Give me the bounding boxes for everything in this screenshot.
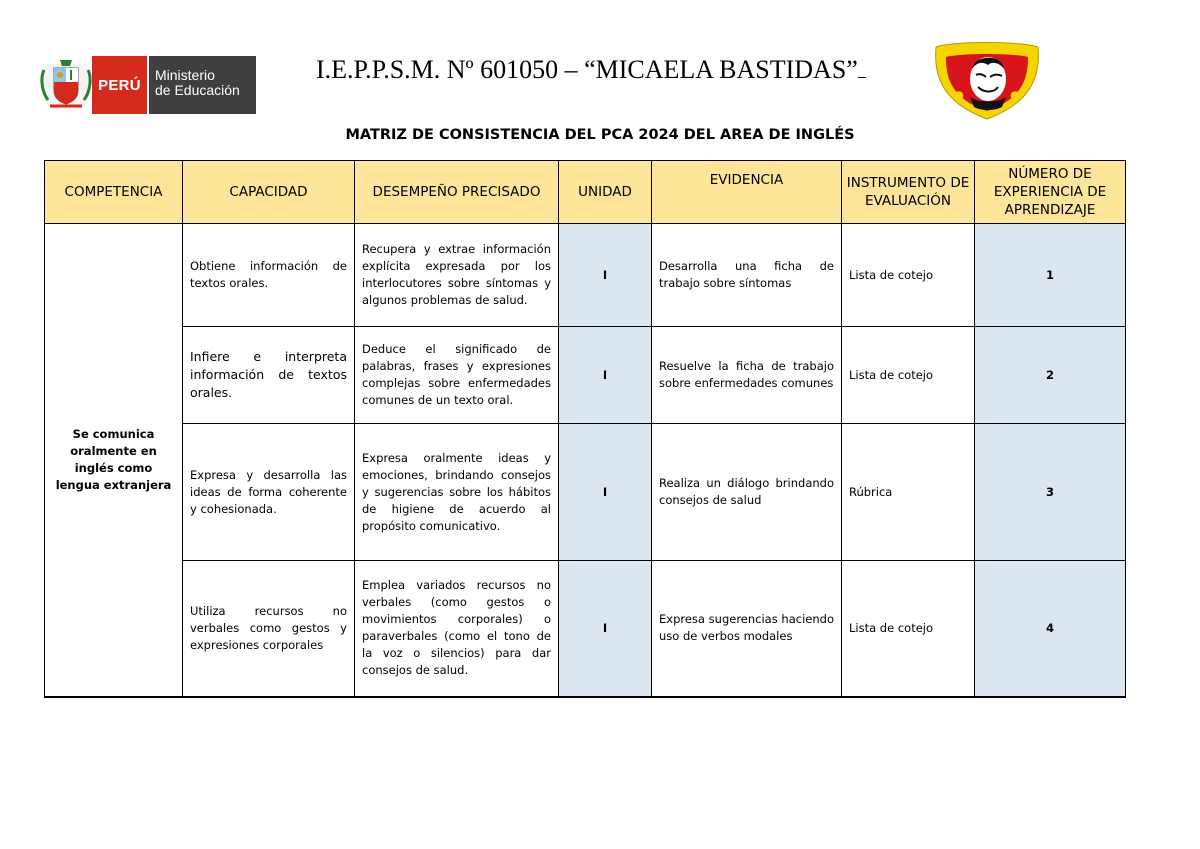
school-title-text: I.E.P.P.S.M. Nº 601050 – “MICAELA BASTIDAS” bbox=[316, 55, 858, 84]
cell-numero: 4 bbox=[975, 561, 1126, 697]
peru-logo-label: PERÚ bbox=[92, 56, 147, 114]
cell-capacidad: Infiere e interpreta información de textos orales. bbox=[183, 327, 355, 424]
minedu-logo bbox=[40, 56, 256, 114]
cell-desempeno: Emplea variados recursos no verbales (como gestos o movimientos corporales) o paraverbales (como el tono de la voz o silencios) para dar consejos de salud. bbox=[355, 561, 559, 697]
header-evidencia: EVIDENCIA bbox=[652, 161, 842, 224]
cell-instrumento: Lista de cotejo bbox=[842, 327, 975, 424]
cell-unidad: I bbox=[559, 224, 652, 327]
cell-numero: 3 bbox=[975, 424, 1126, 561]
cell-instrumento: Rúbrica bbox=[842, 424, 975, 561]
cell-unidad: I bbox=[559, 327, 652, 424]
cell-unidad: I bbox=[559, 424, 652, 561]
peru-coat-of-arms-icon bbox=[40, 56, 92, 114]
cell-evidencia: Resuelve la ficha de trabajo sobre enfermedades comunes bbox=[652, 327, 842, 424]
cell-unidad: I bbox=[559, 561, 652, 697]
cell-capacidad: Utiliza recursos no verbales como gestos y expresiones corporales bbox=[183, 561, 355, 697]
cell-numero: 2 bbox=[975, 327, 1126, 424]
consistency-matrix-table bbox=[44, 160, 1126, 698]
cell-desempeno: Deduce el significado de palabras, frases y expresiones complejas sobre enfermedades comunes de un texto oral. bbox=[355, 327, 559, 424]
cell-competencia: Se comunica oralmente en inglés como lengua extranjera bbox=[45, 224, 183, 697]
ministerio-logo-label bbox=[147, 56, 256, 114]
table-header-row bbox=[45, 161, 1126, 224]
cell-capacidad: Obtiene información de textos orales. bbox=[183, 224, 355, 327]
cell-desempeno: Expresa oralmente ideas y emociones, brindando consejos y sugerencias sobre los hábitos de higiene de acuerdo al propósito comunicativo. bbox=[355, 424, 559, 561]
header-numero: NÚMERO DE EXPERIENCIA DE APRENDIZAJE bbox=[975, 161, 1126, 224]
header-desempeno: DESEMPEÑO PRECISADO bbox=[355, 161, 559, 224]
table-row bbox=[45, 224, 1126, 327]
cell-evidencia: Realiza un diálogo brindando consejos de salud bbox=[652, 424, 842, 561]
school-crest-icon bbox=[932, 41, 1042, 121]
school-title bbox=[316, 55, 936, 85]
cell-evidencia: Desarrolla una ficha de trabajo sobre síntomas bbox=[652, 224, 842, 327]
ministerio-line2: de Educación bbox=[155, 82, 240, 98]
table-row bbox=[45, 327, 1126, 424]
cell-desempeno: Recupera y extrae información explícita expresada por los interlocutores sobre síntomas y algunos problemas de salud. bbox=[355, 224, 559, 327]
cell-numero: 1 bbox=[975, 224, 1126, 327]
title-underline bbox=[858, 73, 866, 78]
cell-instrumento: Lista de cotejo bbox=[842, 224, 975, 327]
cell-evidencia: Expresa sugerencias haciendo uso de verbos modales bbox=[652, 561, 842, 697]
table-row bbox=[45, 561, 1126, 697]
header-competencia: COMPETENCIA bbox=[45, 161, 183, 224]
header-instrumento: INSTRUMENTO DE EVALUACIÓN bbox=[842, 161, 975, 224]
cell-instrumento: Lista de cotejo bbox=[842, 561, 975, 697]
cell-capacidad: Expresa y desarrolla las ideas de forma coherente y cohesionada. bbox=[183, 424, 355, 561]
document-title: MATRIZ DE CONSISTENCIA DEL PCA 2024 DEL AREA DE INGLÉS bbox=[345, 127, 855, 143]
header-unidad: UNIDAD bbox=[559, 161, 652, 224]
table-row bbox=[45, 424, 1126, 561]
ministerio-line1: Ministerio bbox=[155, 67, 215, 83]
header-capacidad: CAPACIDAD bbox=[183, 161, 355, 224]
